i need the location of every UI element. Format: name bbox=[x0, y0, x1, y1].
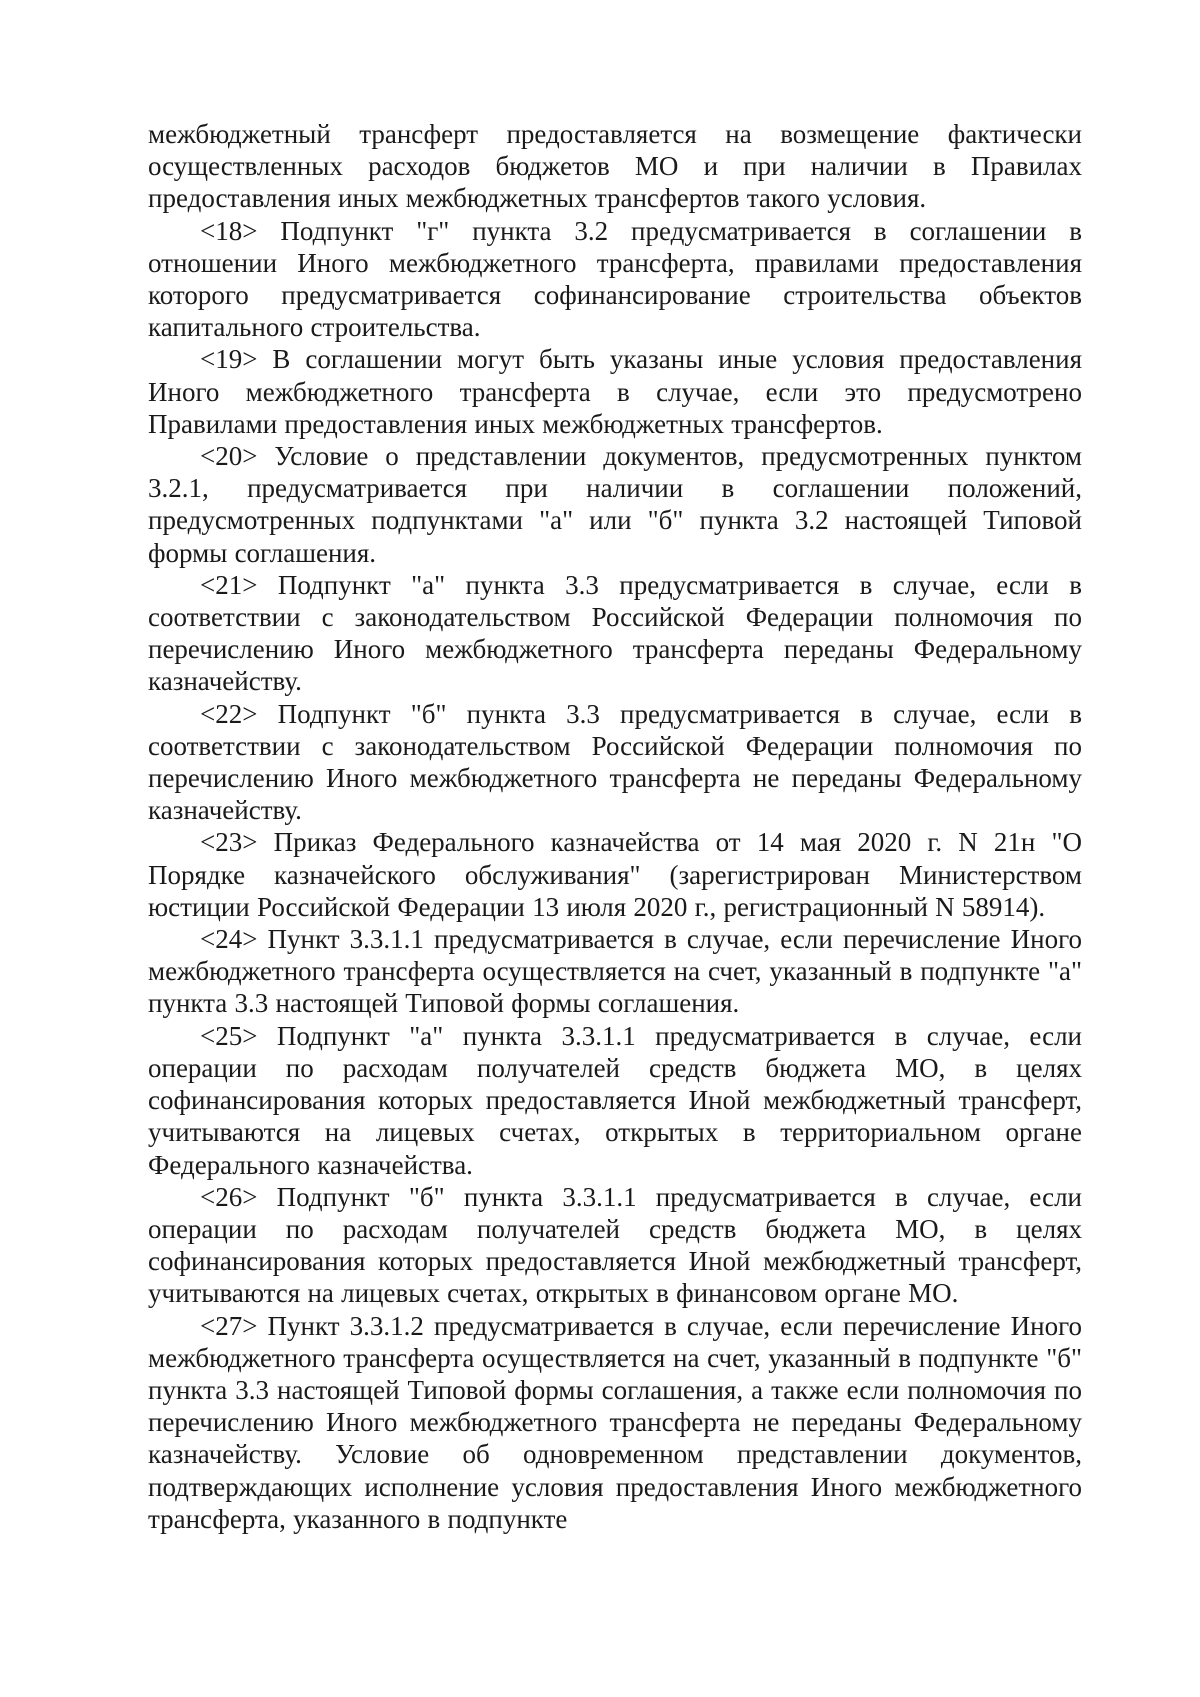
footnote-21: <21> Подпункт "а" пункта 3.3 предусматривается в случае, если в соответствии с законодательством Российской Федерации полномочия по перечислению Иного межбюджетного трансферта переданы Федеральному казначейству. bbox=[148, 569, 1082, 697]
footnote-26: <26> Подпункт "б" пункта 3.3.1.1 предусматривается в случае, если операции по расходам получателей средств бюджета МО, в целях софинансирования которых предоставляется Иной межбюджетный трансферт, учитываются на лицевых счетах, открытых в финансовом органе МО. bbox=[148, 1181, 1082, 1309]
footnote-18: <18> Подпункт "г" пункта 3.2 предусматривается в соглашении в отношении Иного межбюджетного трансферта, правилами предоставления которого предусматривается софинансирование строительства объектов капитального строительства. bbox=[148, 215, 1082, 343]
document-page bbox=[148, 118, 1082, 1535]
footnote-23: <23> Приказ Федерального казначейства от 14 мая 2020 г. N 21н "О Порядке казначейского обслуживания" (зарегистрирован Министерством юстиции Российской Федерации 13 июля 2020 г., регистрационный N 58914). bbox=[148, 827, 1082, 922]
footnote-27: <27> Пункт 3.3.1.2 предусматривается в случае, если перечисление Иного межбюджетного трансферта осуществляется на счет, указанный в подпункте "б" пункта 3.3 настоящей Типовой формы соглашения, а также если полномочия по перечислению Иного межбюджетного трансферта не переданы Федеральному казначейству. Условие об одновременном представлении документов, подтверждающих исполнение условия предоставления Иного межбюджетного трансферта, указанного в подпункте bbox=[148, 1310, 1082, 1534]
paragraph-continuation: межбюджетный трансферт предоставляется на возмещение фактически осуществленных расходов бюджетов МО и при наличии в Правилах предоставления иных межбюджетных трансфертов такого условия. bbox=[148, 119, 1082, 214]
footnote-24: <24> Пункт 3.3.1.1 предусматривается в случае, если перечисление Иного межбюджетного трансферта осуществляется на счет, указанный в подпункте "а" пункта 3.3 настоящей Типовой формы соглашения. bbox=[148, 924, 1082, 1019]
footnote-25: <25> Подпункт "а" пункта 3.3.1.1 предусматривается в случае, если операции по расходам получателей средств бюджета МО, в целях софинансирования которых предоставляется Иной межбюджетный трансферт, учитываются на лицевых счетах, открытых в территориальном органе Федерального казначейства. bbox=[148, 1020, 1082, 1180]
footnote-20: <20> Условие о представлении документов, предусмотренных пунктом 3.2.1, предусматривается при наличии в соглашении положений, предусмотренных подпунктами "а" или "б" пункта 3.2 настоящей Типовой формы соглашения. bbox=[148, 441, 1082, 568]
footnote-19: <19> В соглашении могут быть указаны иные условия предоставления Иного межбюджетного трансферта в случае, если это предусмотрено Правилами предоставления иных межбюджетных трансфертов. bbox=[148, 344, 1082, 439]
footnote-22: <22> Подпункт "б" пункта 3.3 предусматривается в случае, если в соответствии с законодательством Российской Федерации полномочия по перечислению Иного межбюджетного трансферта не переданы Федеральному казначейству. bbox=[148, 698, 1082, 826]
